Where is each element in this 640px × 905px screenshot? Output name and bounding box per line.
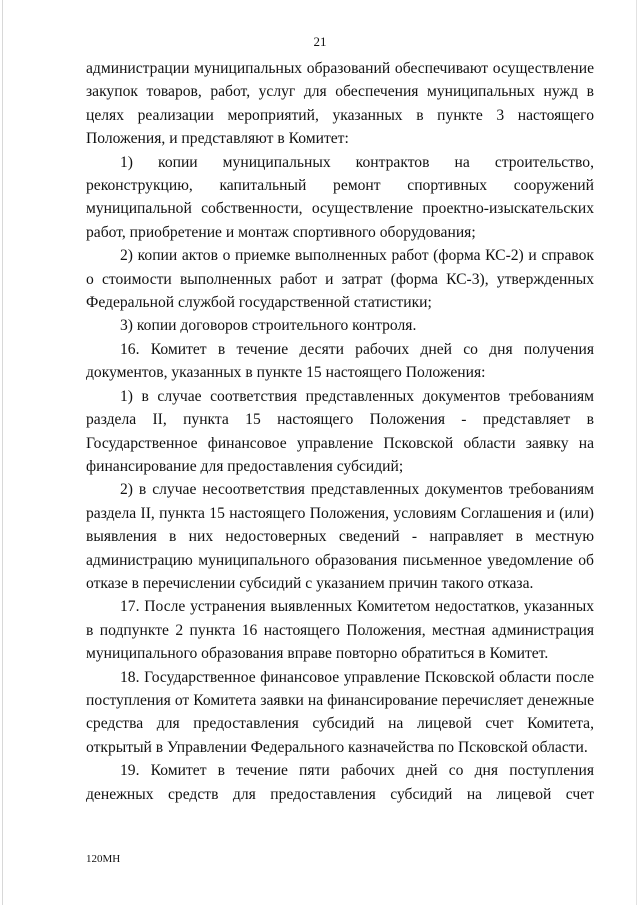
paragraph-18: 18. Государственное финансовое управление Псковской области после поступления от Комитета заявки на финансирование перечисляет денежные средства для предоставления субсидий на лицевой счет Комитета, открытый в Управлении Федерального казначейства по Псковской области. bbox=[86, 668, 594, 756]
document-body bbox=[86, 57, 594, 806]
page-number: 21 bbox=[313, 34, 327, 49]
paragraph-item-3: 3) копии договоров строительного контроля. bbox=[120, 317, 417, 335]
paragraph-16-item-1: 1) в случае соответствия представленных документов требованиям раздела II, пункта 15 настоящего Положения - представляет в Государственное финансовое управление Псковской области заявку на финансирование для предоставления субсидий; bbox=[86, 387, 594, 475]
paragraph-17: 17. После устранения выявленных Комитетом недостатков, указанных в подпункте 2 пункта 16 настоящего Положения, местная администрация муниципального образования вправе повторно обратиться в Комитет. bbox=[86, 598, 594, 663]
paragraph-intro: администрации муниципальных образований обеспечивают осуществление закупок товаров, работ, услуг для обеспечения муниципальных нужд в целях реализации мероприятий, указанных в пункте 3 настоящего Положения, и представляют в Комитет: bbox=[86, 60, 594, 148]
footer-code: 120МН bbox=[86, 853, 121, 865]
paragraph-19: 19. Комитет в течение пяти рабочих дней со дня поступления денежных средств для предоставления субсидий на лицевой счет bbox=[86, 762, 594, 803]
scan-edge-left bbox=[2, 0, 3, 905]
paragraph-16-item-2: 2) в случае несоответствия представленных документов требованиям раздела II, пункта 15 настоящего Положения, условиям Соглашения и (или) выявления в них недостоверных сведений - направляет в местную администрацию муниципального образования письменное уведомление об отказе в перечислении субсидий с указанием причин такого отказа. bbox=[86, 481, 594, 592]
scan-edge-right bbox=[636, 0, 637, 905]
paragraph-16: 16. Комитет в течение десяти рабочих дней со дня получения документов, указанных в пункте 15 настоящего Положения: bbox=[86, 340, 594, 382]
paragraph-item-1: 1) копии муниципальных контрактов на строительство, реконструкцию, капитальный ремонт спортивных сооружений муниципальной собственности, осуществление проектно-изыскательских работ, приобретение и монтаж спортивного оборудования; bbox=[86, 153, 594, 241]
paragraph-item-2: 2) копии актов о приемке выполненных работ (форма КС-2) и справок о стоимости выполненных работ и затрат (форма КС-3), утвержденных Федеральной службой государственной статистики; bbox=[86, 247, 594, 312]
